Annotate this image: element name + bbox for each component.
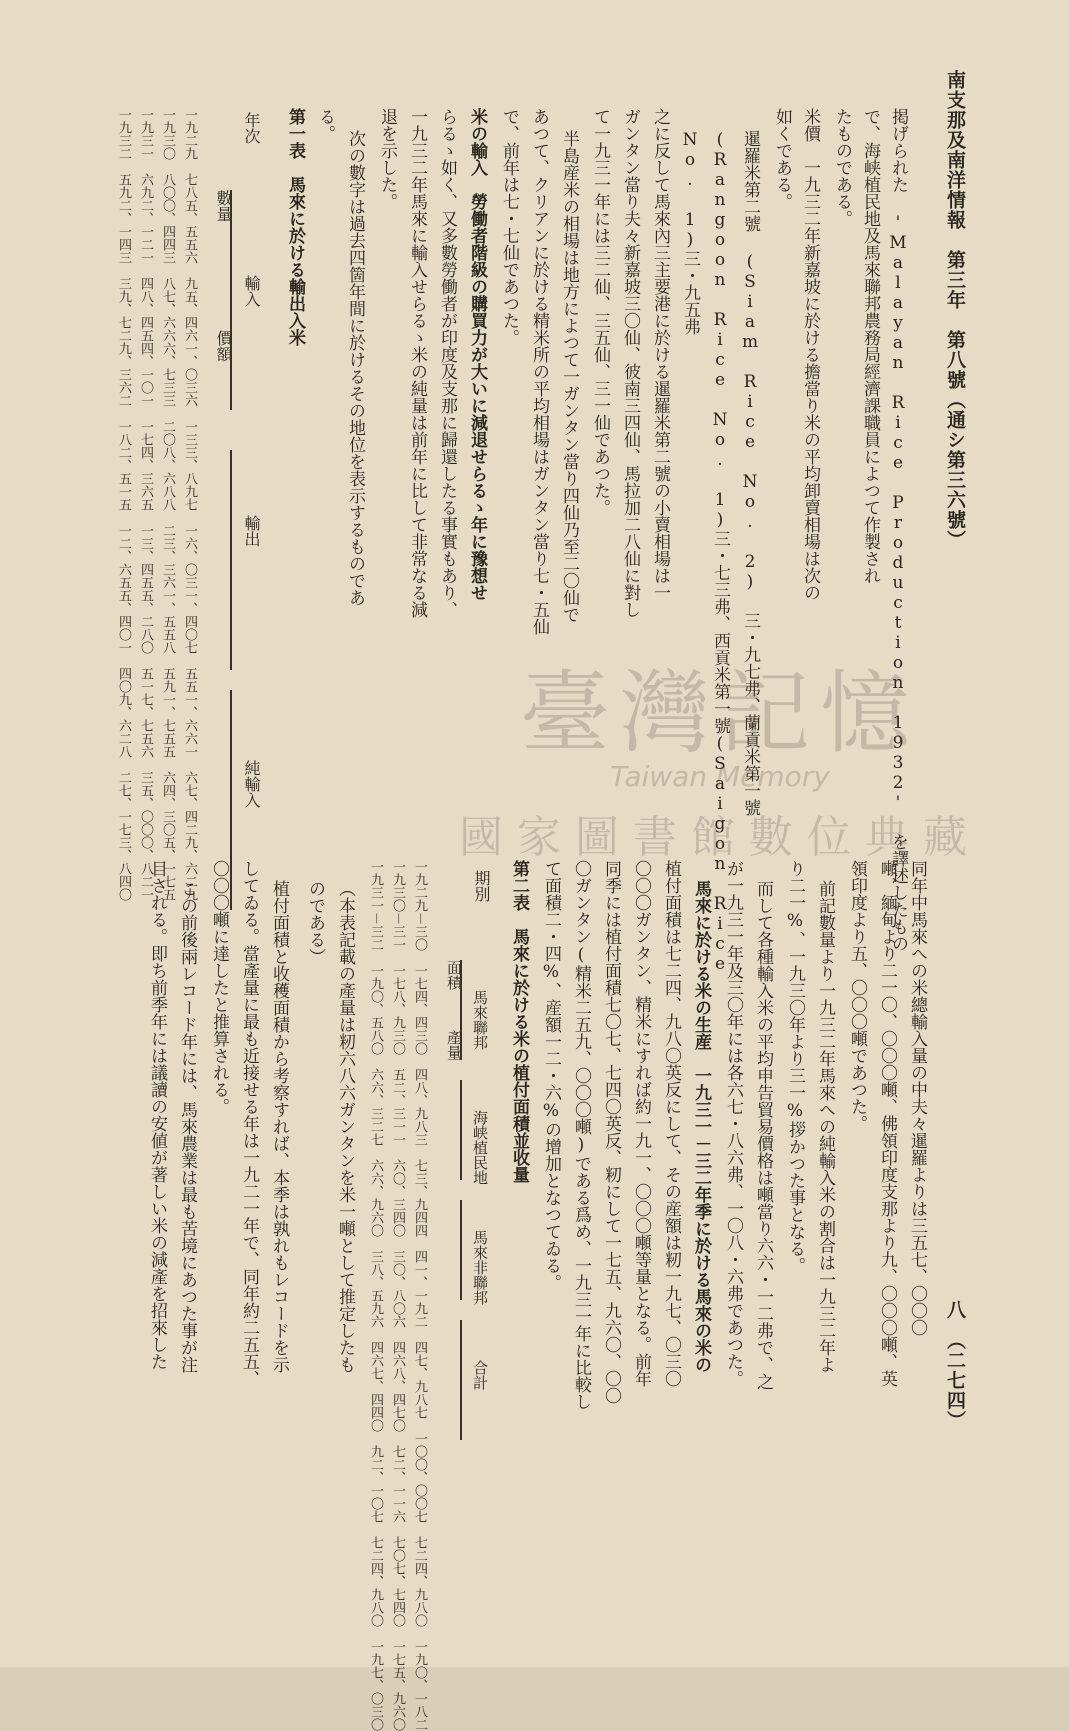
watermark-logo-text: 臺灣記憶 [520, 661, 920, 766]
table1-header-year: 年次 [242, 112, 261, 144]
body-line: 半島産米の相場は地方によつて一ガンタン當り四仙乃至二〇仙で [559, 130, 579, 623]
body-line: らるゝ如く、又多數勞働者が印度及支那に歸還したる事實もあり、 [437, 108, 457, 618]
body-line: ガンタン當り夫々新嘉坡三〇仙、彼南三四仙、馬拉加二八仙に對し [620, 108, 640, 618]
table1-header-net: 純輸入 [242, 760, 261, 808]
table2-note: のである） [305, 880, 325, 965]
watermark-chinese: 國家圖書館數位典藏 [459, 812, 981, 863]
body-line: 目される。即ち前季年には議讀の安値が著しい米の減產を招來した [147, 860, 167, 1370]
table2-brace [460, 1320, 462, 1440]
body-line: 而して各種輸入米の平均申告貿易價格は噸當り六六・一二弗で、之 [753, 880, 773, 1390]
body-line: あつて、クリアンに於ける精米所の平均相場はガンタン當り七・五仙 [529, 108, 549, 635]
body-line: て一九三一年には三二仙、三五仙、三一仙であつた。 [590, 108, 610, 516]
body-line: 領印度より五、〇〇〇噸であつた。 [847, 860, 867, 1132]
table1-title: 第一表 馬來に於ける輸出入米 [285, 108, 305, 346]
table2-brace [460, 1080, 462, 1180]
body-line: で、海峡植民地及馬來聯邦農務局經濟課職員によつて作製され [860, 108, 880, 584]
body-line: 次の數字は過去四箇年間に於けるその地位を表示するものであ [345, 130, 365, 606]
table1-header-export: 輸出 [242, 515, 261, 547]
table1-header-qty: 數量 [214, 190, 233, 222]
body-line: 噸、緬甸より二一〇、〇〇〇噸、佛領印度支那より九、〇〇〇噸、英 [877, 860, 897, 1387]
table1-row: 一九三二 五九二、一四三 三九、七二九、三六二 一八二、五一五 一二、六五五、四〇一 四〇九、六二八 二七、一七三、八四〇 [116, 108, 131, 901]
table1-row: 一九二九 七八五、五五六 九五、四六一、〇三六 一三三、八九七 一六、〇三一、四〇七 五五一、六六一 六七、四二九、六二九 [182, 108, 197, 901]
table2-header-yield: 產量 [445, 1030, 463, 1060]
table1-row: 一九三〇 八〇〇、四四三 八七、六六六、七三三 二〇八、六八八 二三、三六一、五五八 五九一、七五五 六四、三〇五、一七五 [160, 108, 175, 901]
library-watermark [440, 640, 1000, 970]
page-header-title: 南支那及南洋情報 第三年 第八號（通シ第三六號） [944, 70, 966, 550]
table2-note: （本表記載の產量は籾六八六ガンタンを米一噸として推定したも [335, 880, 355, 1373]
body-line: 〇〇〇噸に達したと推算される。 [209, 860, 229, 1115]
table2-row: 一九三〇－三一 一七八、九三〇 五二、三一一 六〇、三四〇 三〇、八〇六 四六八、四七〇 七二、一一六 七〇七、七四〇 一七五、九六〇 [390, 860, 405, 1731]
table2-brace [460, 1200, 462, 1300]
table2-header-fms: 馬來聯邦 [471, 990, 489, 1050]
section-heading-rice-production: 馬來に於ける米の生産 一九三一－三二年季に於ける馬來の米の [691, 880, 711, 1373]
table1-header-import: 輸入 [242, 275, 261, 307]
table2-row: 一九二九－三〇 一七四、四三〇 四八、九八三 七三、九四四 四一、一九二 四七、九八七 一〇〇、〇〇七 七二四、九八〇 一九〇、一八二 [412, 860, 427, 1731]
table1-header-value: 價額 [214, 330, 233, 362]
watermark-english: Taiwan Memory [610, 760, 830, 793]
body-line: 前記數量より一九三二年馬來への純輸入米の割合は一九三二年よ [815, 880, 835, 1373]
body-line: 米價 一九三二年新嘉坡に於ける擔當り米の平均卸賣相場は次の [800, 108, 820, 601]
body-line: 之に反して馬來內三主要港に於ける暹羅米第二號の小賣相場は一 [650, 108, 670, 601]
body-line: 暹羅米第二號 (Siam Rice No. 2) 三・九七弗、蘭貢米第一號 [740, 130, 760, 816]
table1-brace [230, 450, 232, 670]
section-heading-rice-import: 米の輸入 勞働者階級の購買力が大いに減退せらるゝ年に豫想せ [467, 108, 487, 601]
body-line: 〇ガンタン(精米二五九、〇〇〇噸)である爲め、一九三一年に比較し [571, 860, 591, 1410]
table2-title: 第二表 馬來に於ける米の植付面積並收量 [509, 860, 529, 1183]
body-line: 如くである。 [772, 108, 792, 210]
table1-row: 一九三一 六九二、一二一 四八、四五四、一〇一 一七四、三六五 一三、四五五、二八〇 五一七、七五六 三五、〇〇〇、八二一 [138, 108, 153, 901]
body-line: が一九三一年及三〇年には各六七・八六弗、一〇八・六弗であつた。 [723, 860, 743, 1387]
body-line: たものである。 [832, 108, 852, 227]
body-line: り二一%、一九三〇年より三一%拶かつた事となる。 [785, 860, 805, 1274]
table2-header-total: 合計 [471, 1360, 489, 1390]
table2-header-ufms: 馬來非聯邦 [471, 1230, 489, 1305]
body-line: 掲げられた 'Malayan Rice Production 1932' を譯述したもの [888, 108, 908, 952]
body-line: 同年中馬來への米總輸入量の中夫々暹羅よりは三五七、〇〇〇 [907, 860, 927, 1336]
body-line: 植付面積と收穫面積から考察すれば、本季は孰れもレコードを示 [269, 880, 289, 1373]
body-line: て面積二・四%、産額一二・六%の增加となつてゐる。 [541, 860, 561, 1291]
table2-brace [460, 960, 462, 1060]
body-line: る。 [315, 108, 335, 142]
table2-header-ss: 海峡植民地 [471, 1110, 489, 1185]
body-line: してゐる。當產量に最も近接せる年は一九二一年で、同年約二五五、 [239, 860, 259, 1387]
body-line: 植付面積は七二四、九八〇英反にして、その産額は籾一九七、〇三〇 [661, 860, 681, 1387]
body-line: で、前年は七・七仙であつた。 [499, 108, 519, 346]
body-line: 同季には植付面積七〇七、七四〇英反、籾にして一七五、九六〇、〇〇 [601, 860, 621, 1404]
body-line: (Rangoon Rice No. 1)三・七三弗、西貢米第一號(Saigon Rice [710, 130, 730, 974]
page-number: 八 （二七四） [944, 1300, 966, 1431]
body-line: 退を示した。 [377, 108, 397, 210]
table1-brace [230, 190, 232, 410]
body-line: 一九三二年馬來に輸入せらるゝ米の純量は前年に比して非常なる減 [407, 108, 427, 618]
table2-row: 一九三一－三二 一九〇、五八〇 六六、三二七 六六、九六〇 三八、五九六 四六七、四四〇 九二、一〇七 七二四、九八〇 一九七、〇三〇 [368, 860, 383, 1731]
body-line: この前後兩レコード年には、馬來農業は最も苦境にあつた事が注 [177, 880, 197, 1373]
body-line: No. 1)三・九五弗 [680, 130, 700, 335]
table2-header-period: 期別 [472, 870, 491, 902]
body-line: 〇〇〇ガンタン、精米にすれば約一九一、〇〇〇噸等量となる。前年 [631, 860, 651, 1387]
table2-header-area: 面積 [445, 960, 463, 990]
